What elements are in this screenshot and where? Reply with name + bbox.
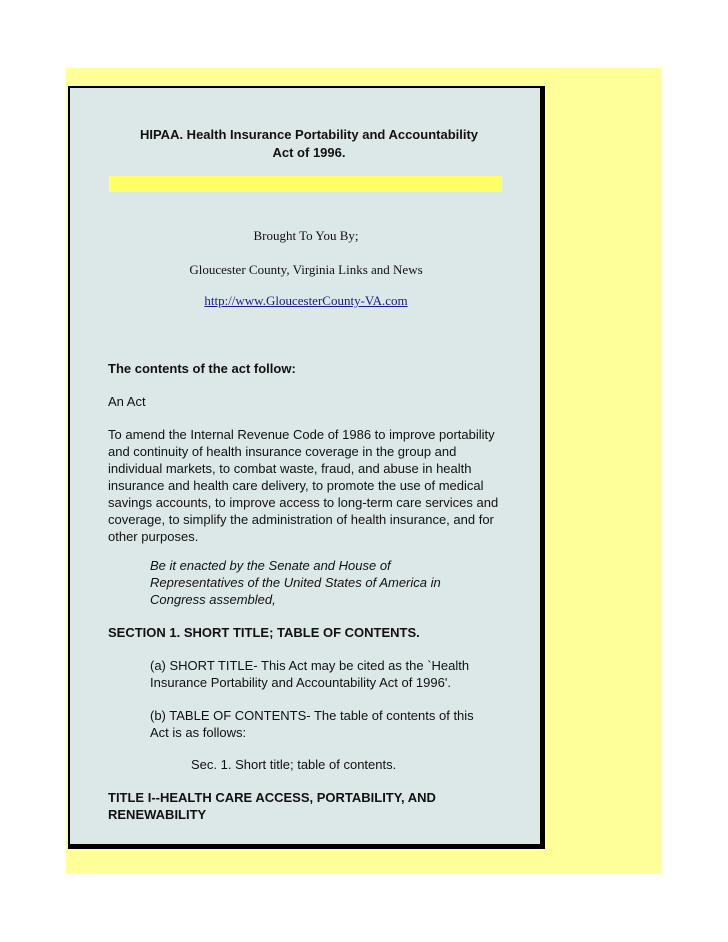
short-title-paragraph: (a) SHORT TITLE- This Act may be cited as the `Health Insurance Portability and Accountability Act of 1996'. — [150, 658, 470, 690]
brought-to-you: Brought To You By; — [253, 228, 359, 243]
toc-entry-sec-1: Sec. 1. Short title; table of contents. — [191, 757, 397, 772]
enacting-clause: Be it enacted by the Senate and House of Representatives of the United States of America in Congress assembled, — [150, 558, 441, 607]
an-act-label: An Act — [108, 394, 146, 409]
title-1-heading: TITLE I--HEALTH CARE ACCESS, PORTABILITY, AND RENEWABILITY — [108, 790, 436, 822]
act-purpose-paragraph: To amend the Internal Revenue Code of 1986 to improve portability and continuity of health insurance coverage in the group and individual markets, to combat waste, fraud, and abuse in health insurance and health care delivery, to promote the use of medical savings accounts, to improve access to long-term care services and coverage, to simplify the administration of health insurance, and for other purposes. — [108, 427, 499, 544]
contents-heading: The contents of the act follow: — [108, 361, 296, 376]
section-1-heading: SECTION 1. SHORT TITLE; TABLE OF CONTENTS. — [108, 625, 420, 640]
title-line-2: Act of 1996. — [272, 145, 346, 160]
website-link[interactable]: http://www.GloucesterCounty-VA.com — [204, 293, 408, 308]
table-of-contents-paragraph: (b) TABLE OF CONTENTS- The table of contents of this Act is as follows: — [150, 708, 474, 740]
organization-name: Gloucester County, Virginia Links and News — [189, 262, 423, 277]
title-line-1: HIPAA. Health Insurance Portability and Accountability — [139, 127, 479, 142]
document-title — [0, 126, 618, 162]
url-line — [108, 293, 504, 309]
highlight-bar — [109, 176, 502, 192]
